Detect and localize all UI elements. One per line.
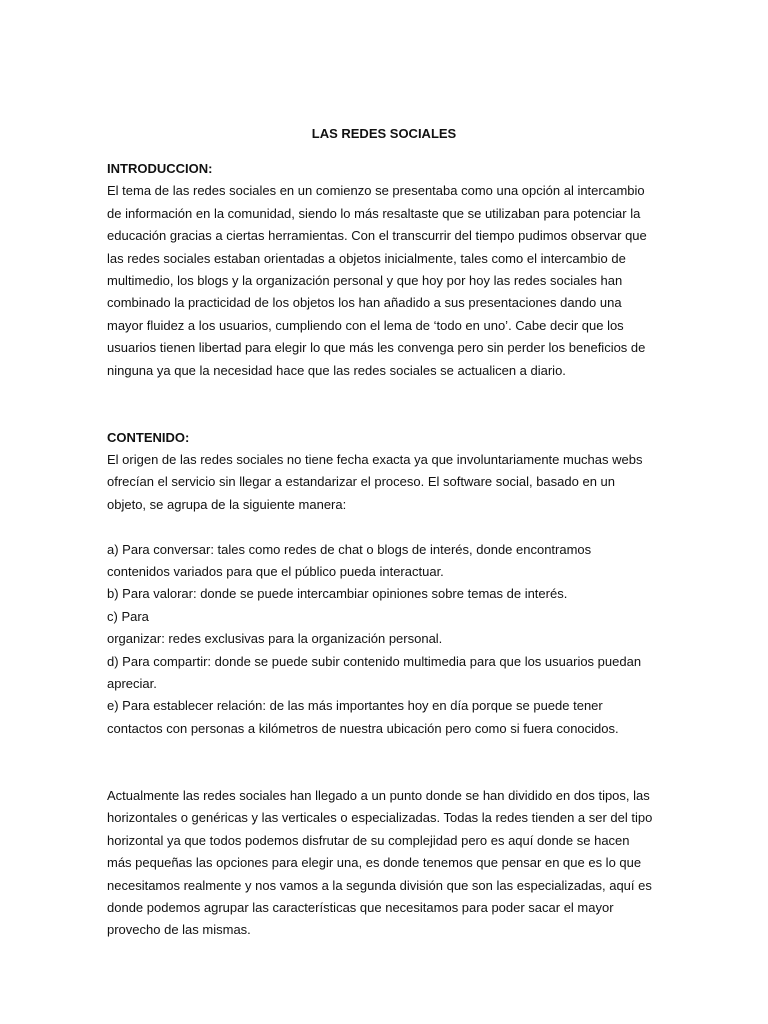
content-line: ofrecían el servicio sin llegar a estandarizar el proceso. El software social, basado en un [107, 474, 615, 490]
closing-line: horizontal ya que todos podemos disfrutar de su complejidad pero es aquí donde se hacen [107, 832, 630, 848]
introduction-line: educación gracias a ciertas herramientas. Con el transcurrir del tiempo pudimos observar que [107, 228, 647, 244]
list-line: a) Para conversar: tales como redes de chat o blogs de interés, donde encontramos [107, 541, 592, 557]
document-body [107, 158, 667, 942]
content-line: El origen de las redes sociales no tiene fecha exacta ya que involuntariamente muchas webs [107, 452, 643, 468]
list-line: b) Para valorar: donde se puede intercambiar opiniones sobre temas de interés. [107, 586, 568, 602]
section-spacer [107, 382, 667, 427]
list-line: contactos con personas a kilómetros de nuestra ubicación pero como si fuera conocidos. [107, 720, 619, 736]
content-line: objeto, se agrupa de la siguiente manera: [107, 496, 347, 512]
introduction-line: usuarios tienen libertad para elegir lo que más les convenga pero sin perder los beneficios de [107, 340, 646, 356]
list-line: organizar: redes exclusivas para la organización personal. [107, 631, 443, 647]
document-title: LAS REDES SOCIALES [311, 126, 457, 141]
list-line: contenidos variados para que el público pueda interactuar. [107, 564, 444, 580]
closing-line: donde podemos agrupar las características que necesitamos para poder sacar el mayor [107, 899, 614, 915]
introduction-line: multimedio, los blogs y la organización personal y que hoy por hoy las redes sociales han [107, 272, 623, 288]
introduction-line: mayor fluidez a los usuarios, cumpliendo con el lema de ‘todo en uno’. Cabe decir que los [107, 317, 624, 333]
introduction-line: El tema de las redes sociales en un comienzo se presentaba como una opción al intercambio [107, 183, 645, 199]
introduction-line: de información en la comunidad, siendo lo más resaltaste que se utilizaban para potenciar la [107, 205, 641, 221]
closing-line: provecho de las mismas. [107, 922, 251, 938]
list-line: apreciar. [107, 676, 157, 691]
list-line: d) Para compartir: donde se puede subir contenido multimedia para que los usuarios puedan [107, 653, 642, 669]
introduction-heading: INTRODUCCION: [107, 161, 213, 176]
closing-line: horizontales o genéricas y las verticales o especializadas. Todas la redes tienden a ser del tipo [107, 810, 653, 826]
list-line: c) Para [107, 608, 149, 624]
introduction-line: las redes sociales estaban orientadas a objetos inicialmente, tales como el intercambio de [107, 250, 626, 266]
list-line: e) Para establecer relación: de las más importantes hoy en día porque se puede tener [107, 698, 603, 714]
introduction-line: combinado la practicidad de los objetos los han añadido a sus presentaciones dando una [107, 295, 622, 311]
content-heading: CONTENIDO: [107, 429, 190, 445]
section-spacer [107, 740, 667, 785]
introduction-line: ninguna ya que la necesidad hace que las redes sociales se actualicen a diario. [107, 362, 566, 378]
closing-line: Actualmente las redes sociales han llegado a un punto donde se han dividido en dos tipos, las [107, 787, 650, 803]
paragraph-spacer [107, 516, 667, 538]
closing-line: más pequeñas las opciones para elegir una, es donde tenemos que pensar en que es lo que [107, 855, 642, 871]
closing-line: necesitamos realmente y nos vamos a la segunda división que son las especializadas, aquí es [107, 877, 652, 893]
